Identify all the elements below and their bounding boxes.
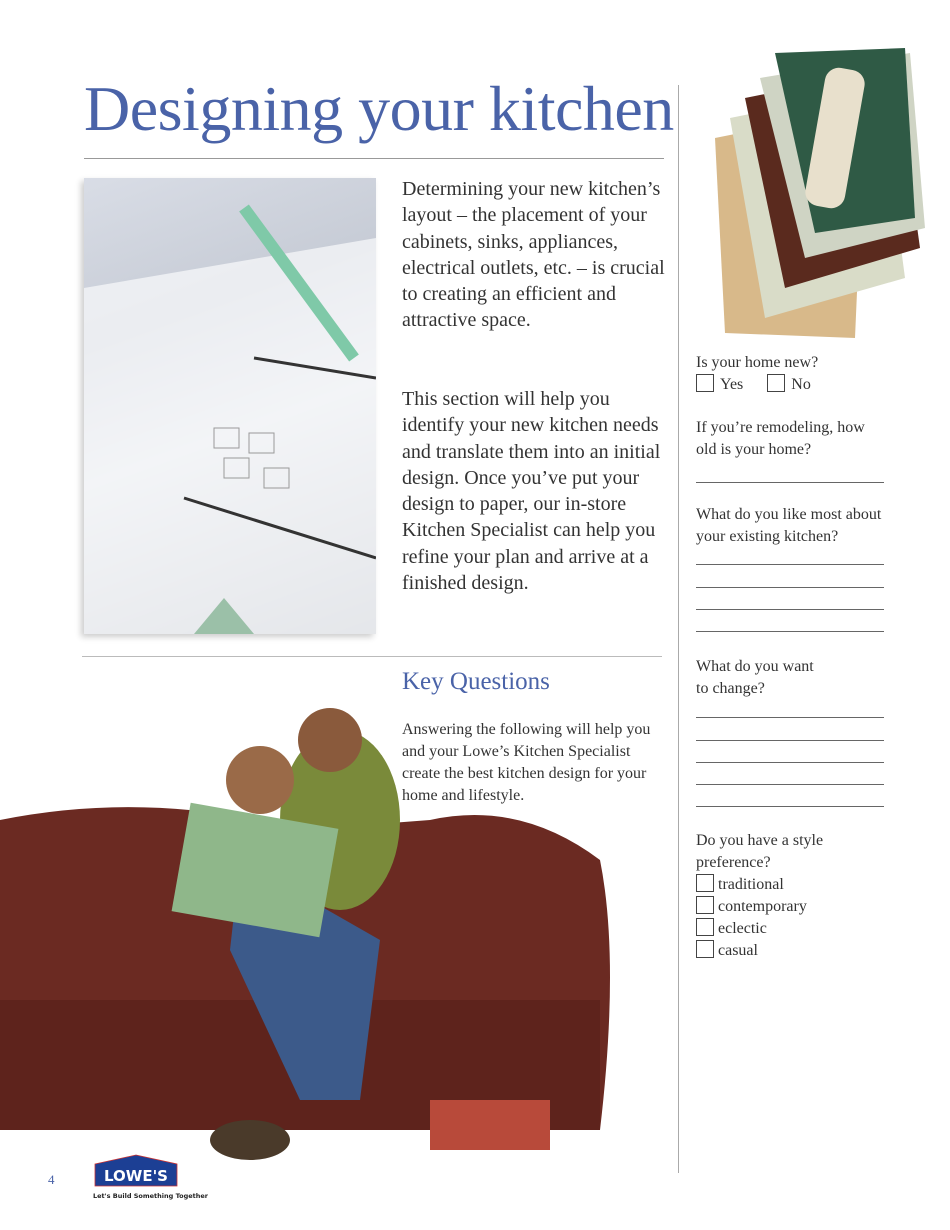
- no-checkbox[interactable]: [767, 374, 785, 392]
- style-option-traditional[interactable]: [696, 874, 784, 896]
- answer-line[interactable]: [696, 717, 884, 718]
- answer-line[interactable]: [696, 784, 884, 785]
- yes-label: Yes: [720, 376, 744, 393]
- option-label: traditional: [718, 876, 784, 893]
- page-number: 4: [48, 1172, 55, 1187]
- question-like-most: What do you like most about your existing kitchen?: [696, 506, 882, 545]
- question-home-age: If you’re remodeling, how old is your home?: [696, 419, 865, 458]
- answer-line[interactable]: [696, 482, 884, 483]
- answer-line[interactable]: [696, 631, 884, 632]
- key-questions-heading: Key Questions: [402, 668, 550, 695]
- page-title: Designing your kitchen: [84, 73, 674, 144]
- style-option-casual[interactable]: [696, 940, 758, 962]
- logo-tagline: Let's Build Something Together: [93, 1192, 209, 1200]
- checkbox[interactable]: [696, 896, 714, 914]
- yes-checkbox[interactable]: [696, 374, 714, 392]
- kitchen-plans-photo: [84, 178, 376, 634]
- option-label: eclectic: [718, 920, 767, 937]
- question-change: What do you want to change?: [696, 658, 814, 697]
- intro-paragraph-1: Determining your new kitchen’s layout – the placement of your cabinets, sinks, appliances, electrical outlets, etc. – is crucial to creating an efficient and attractive space.: [402, 178, 665, 332]
- answer-line[interactable]: [696, 762, 884, 763]
- answer-line[interactable]: [696, 609, 884, 610]
- option-label: casual: [718, 942, 758, 959]
- answer-line[interactable]: [696, 587, 884, 588]
- home-new-options: [696, 374, 811, 396]
- answer-line[interactable]: [696, 806, 884, 807]
- option-label: contemporary: [718, 898, 807, 915]
- checkbox[interactable]: [696, 874, 714, 892]
- style-option-contemporary[interactable]: [696, 896, 807, 918]
- answer-line[interactable]: [696, 740, 884, 741]
- lowes-logo: [93, 1154, 209, 1200]
- section-divider: [82, 656, 662, 657]
- key-questions-intro: Answering the following will help you and your Lowe’s Kitchen Specialist create the best kitchen design for your home and lifestyle.: [402, 721, 651, 804]
- title-divider: [84, 158, 664, 159]
- svg-text:LOWE'S: LOWE'S: [104, 1167, 168, 1185]
- no-label: No: [791, 376, 811, 393]
- countertop-samples-photo: [705, 48, 925, 340]
- question-home-new: Is your home new?: [696, 354, 819, 371]
- checkbox[interactable]: [696, 940, 714, 958]
- question-style: Do you have a style preference?: [696, 832, 824, 871]
- answer-line[interactable]: [696, 564, 884, 565]
- column-divider: [678, 85, 679, 1173]
- style-option-eclectic[interactable]: [696, 918, 767, 940]
- intro-paragraph-2: This section will help you identify your new kitchen needs and translate them into an initial design. Once you’ve put your design to paper, our in-store Kitchen Specialist can help you refine your plan and arrive at a finished design.: [402, 388, 661, 595]
- checkbox[interactable]: [696, 918, 714, 936]
